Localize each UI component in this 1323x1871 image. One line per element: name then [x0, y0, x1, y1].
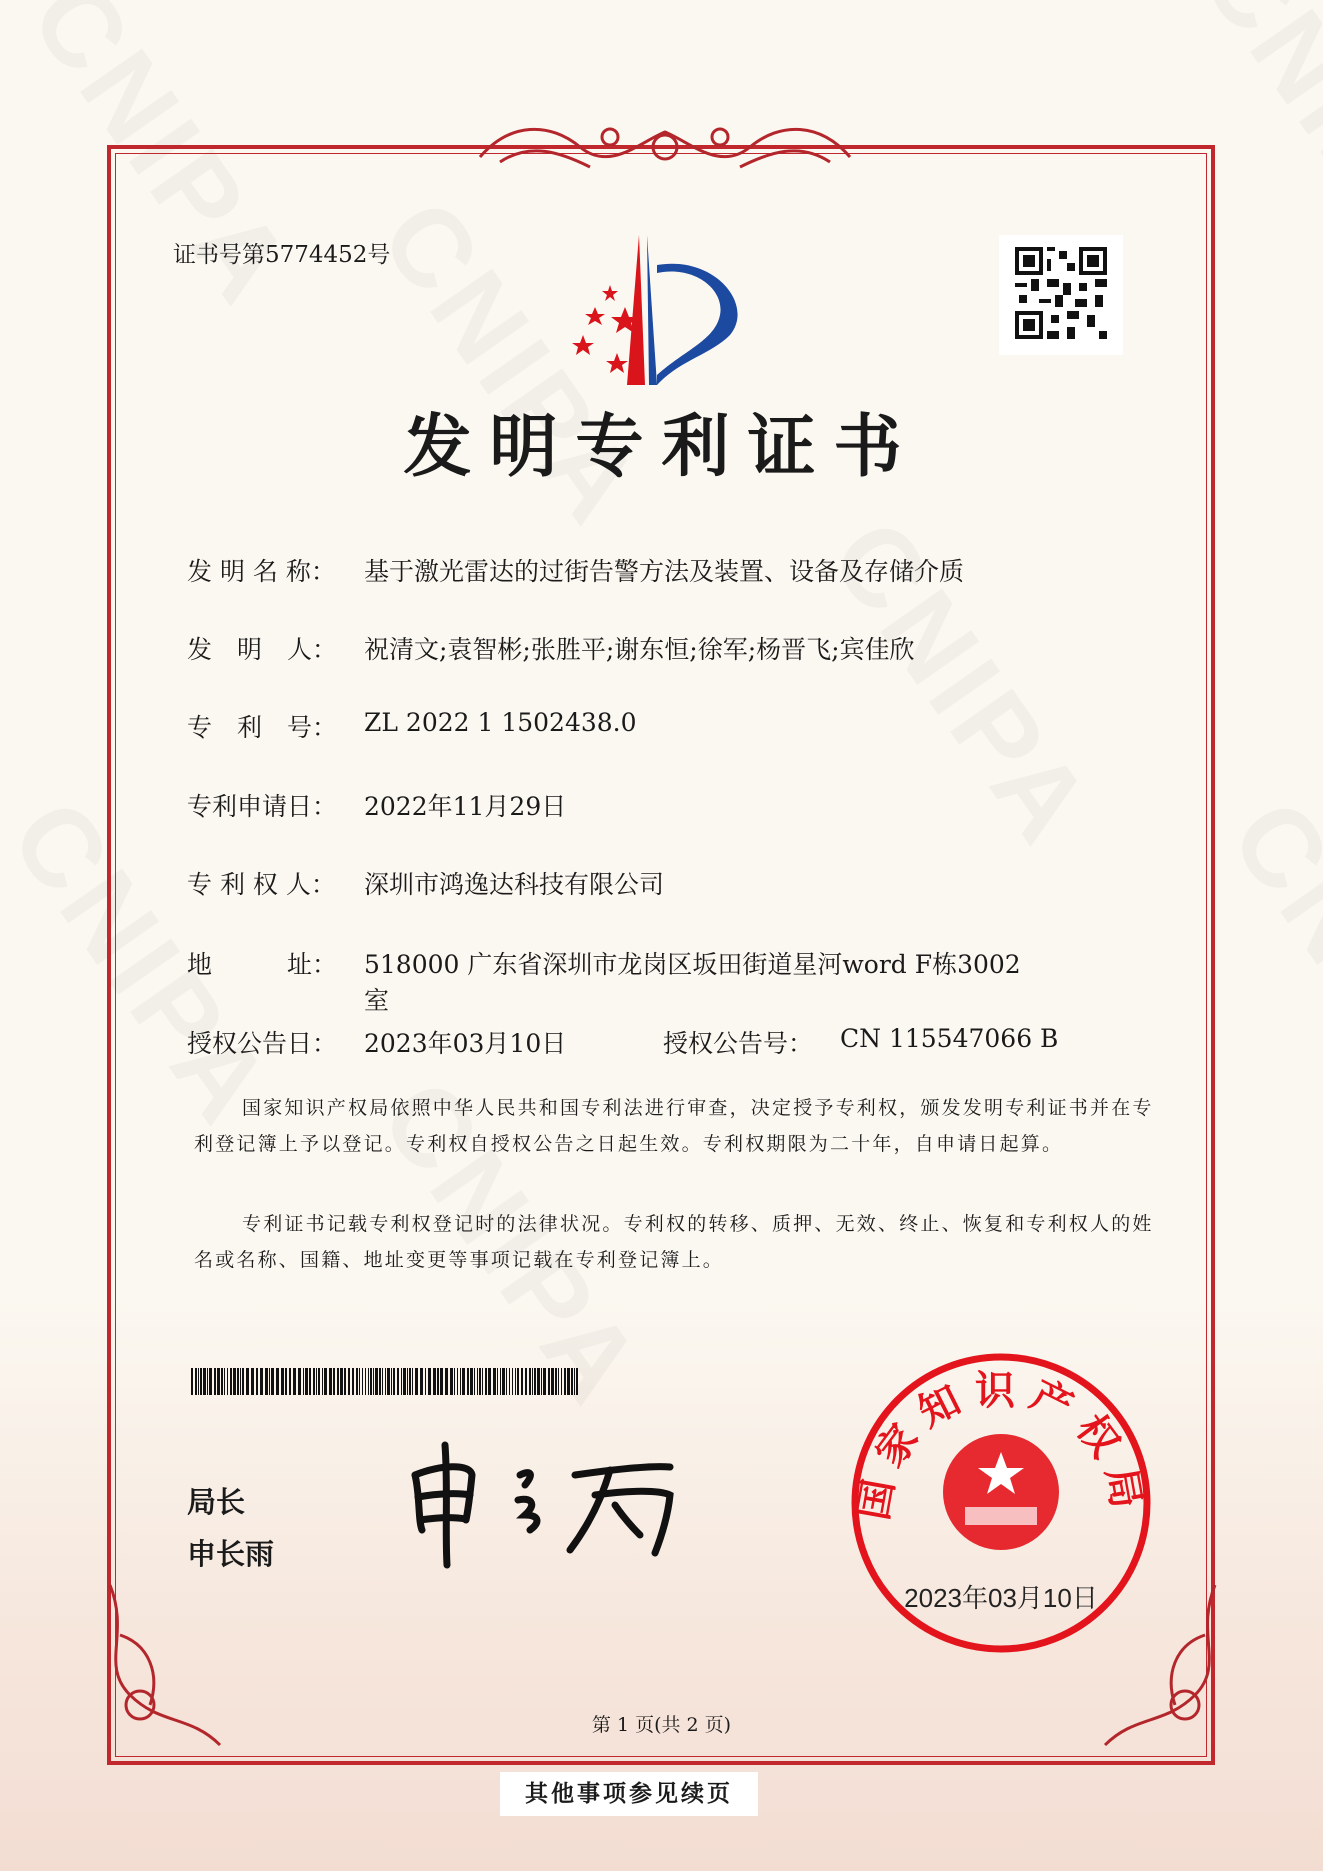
field-value [364, 945, 1021, 1017]
signatory-name: 申长雨 [187, 1537, 275, 1571]
field-inventors [187, 630, 915, 666]
field-value: ZL 2022 1 1502438.0 [364, 708, 637, 737]
field-grant-date [187, 1024, 566, 1060]
page-title: 发明专利证书 [403, 408, 920, 487]
field-value: 祝清文;袁智彬;张胜平;谢东恒;徐军;杨晋飞;宾佳欣 [364, 635, 915, 664]
field-value: 基于激光雷达的过街告警方法及装置、设备及存储介质 [364, 557, 965, 586]
statement-paragraph-1: 国家知识产权局依照中华人民共和国专利法进行审查，决定授予专利权，颁发发明专利证书并在专利登记簿上予以登记。专利权自授权公告之日起生效。专利权期限为二十年，自申请日起算。 [194, 1097, 1154, 1155]
top-ornament [470, 112, 860, 182]
seal-text: 国家知识产权局 [850, 1367, 1152, 1524]
see-continuation-note: 其他事项参见续页 [500, 1772, 758, 1816]
signatory-title: 局长 [187, 1485, 246, 1519]
certificate-number: 证书号第5774452号 [173, 242, 391, 268]
field-value: CN 115547066 B [840, 1024, 1059, 1053]
field-label: 专 利 号： [187, 713, 338, 742]
qr-code [999, 235, 1123, 355]
watermark [1206, 778, 1323, 1149]
barcode [191, 1368, 581, 1395]
field-grant-pub-number [663, 1024, 1058, 1060]
handwritten-signature [400, 1435, 690, 1570]
field-value: 2022年11月29日 [364, 792, 567, 821]
address-line-1: 518000 广东省深圳市龙岗区坂田街道星河word F栋3002 [364, 950, 1021, 979]
official-seal [850, 1352, 1152, 1654]
field-label: 地 址： [187, 950, 338, 979]
field-patentee [187, 865, 664, 901]
field-label: 发 明 人： [187, 635, 338, 664]
seal-date: 2023年03月10日 [904, 1583, 1098, 1613]
address-line-2: 室 [364, 986, 390, 1015]
field-filing-date [187, 787, 566, 823]
field-label: 专 利 权 人： [187, 870, 336, 899]
field-invention-title [187, 552, 964, 588]
field-label: 授权公告日： [187, 1029, 338, 1058]
field-label: 授权公告号： [663, 1029, 814, 1058]
statement-paragraph-2: 专利证书记载专利权登记时的法律状况。专利权的转移、质押、无效、终止、恢复和专利权人的姓名或名称、国籍、地址变更等事项记载在专利登记簿上。 [194, 1213, 1154, 1271]
cnipa-logo [565, 235, 765, 385]
field-value: 2023年03月10日 [364, 1029, 567, 1058]
field-value: 深圳市鸿逸达科技有限公司 [364, 870, 665, 899]
field-label: 发 明 名 称： [187, 557, 336, 586]
field-label: 专利申请日： [187, 792, 338, 821]
field-address [187, 945, 1021, 1017]
field-patent-number [187, 708, 637, 744]
page-number: 第 1 页(共 2 页) [591, 1714, 732, 1736]
